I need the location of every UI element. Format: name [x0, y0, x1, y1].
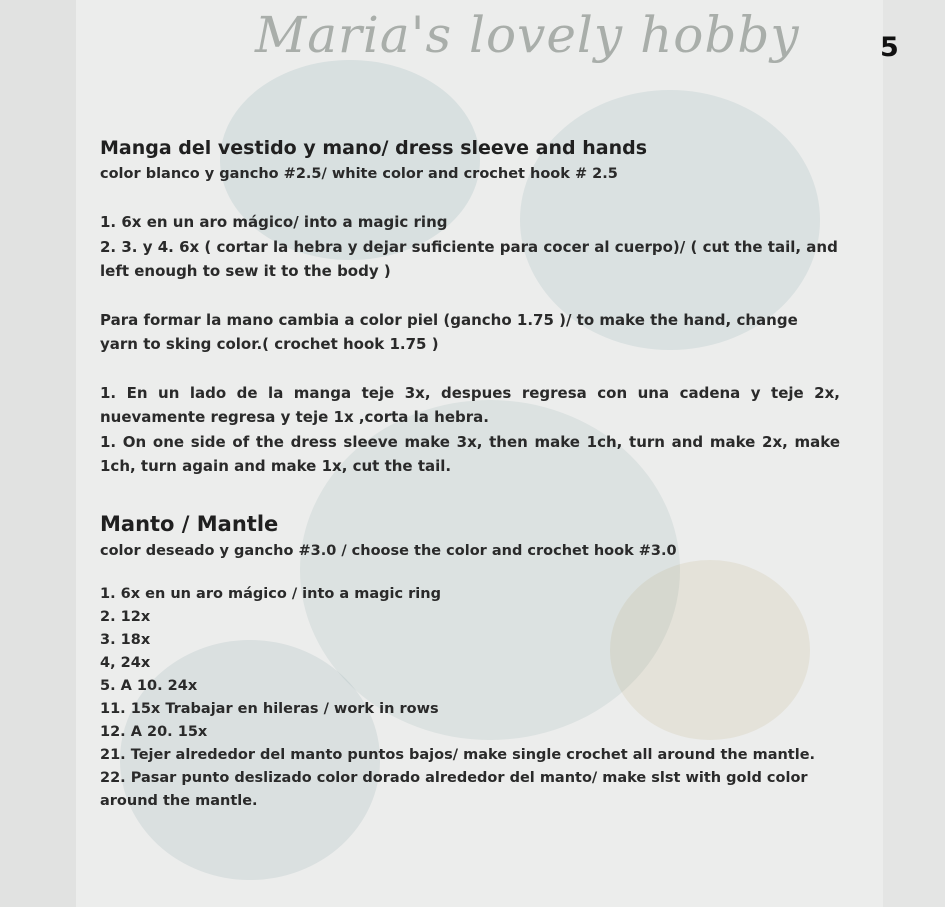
- list-item: 5. A 10. 24x: [100, 677, 198, 694]
- section-title-mantle: Manto / Mantle: [100, 511, 279, 536]
- pattern-content: [100, 134, 840, 813]
- list-item: 3. 18x: [100, 631, 151, 648]
- right-margin-band: [883, 0, 945, 907]
- list-item: 11. 15x Trabajar en hileras / work in rows: [100, 700, 439, 717]
- section-subtitle-sleeve: color blanco y gancho #2.5/ white color and crochet hook # 2.5: [100, 166, 618, 182]
- list-item: 2. 12x: [100, 608, 151, 625]
- hand-instruction-en: 1. On one side of the dress sleeve make 3x, then make 1ch, turn and make 2x, make 1ch, turn again and make 1x, cut the tail.: [100, 432, 840, 475]
- left-margin-band: [0, 0, 76, 907]
- hand-instruction-es: 1. En un lado de la manga teje 3x, despues regresa con una cadena y teje 2x, nuevamente regresa y teje 1x ,corta la hebra.: [100, 383, 840, 426]
- section-subtitle-mantle: color deseado y gancho #3.0 / choose the color and crochet hook #3.0: [100, 542, 677, 559]
- section-title-sleeve: Manga del vestido y mano/ dress sleeve and hands: [100, 137, 648, 159]
- list-item: 12. A 20. 15x: [100, 723, 208, 740]
- hand-intro: Para formar la mano cambia a color piel (gancho 1.75 )/ to make the hand, change yarn to sking color.( crochet hook 1.75 ): [100, 310, 798, 353]
- round-line: 2. 3. y 4. 6x ( cortar la hebra y dejar suficiente para cocer al cuerpo)/ ( cut the tail, and left enough to sew it to the body ): [100, 237, 838, 280]
- list-item: 22. Pasar punto deslizado color dorado alrededor del manto/ make slst with gold color around the mantle.: [100, 769, 808, 809]
- page-number: 5: [880, 32, 899, 63]
- list-item: 4, 24x: [100, 654, 151, 671]
- round-line: 1. 6x en un aro mágico/ into a magic ring: [100, 213, 448, 231]
- list-item: 21. Tejer alrededor del manto puntos bajos/ make single crochet all around the mantle.: [100, 746, 816, 763]
- brand-logo-text: Maria's lovely hobby: [255, 6, 800, 64]
- list-item: 1. 6x en un aro mágico / into a magic ring: [100, 585, 441, 602]
- mantle-rounds-list: [100, 583, 840, 813]
